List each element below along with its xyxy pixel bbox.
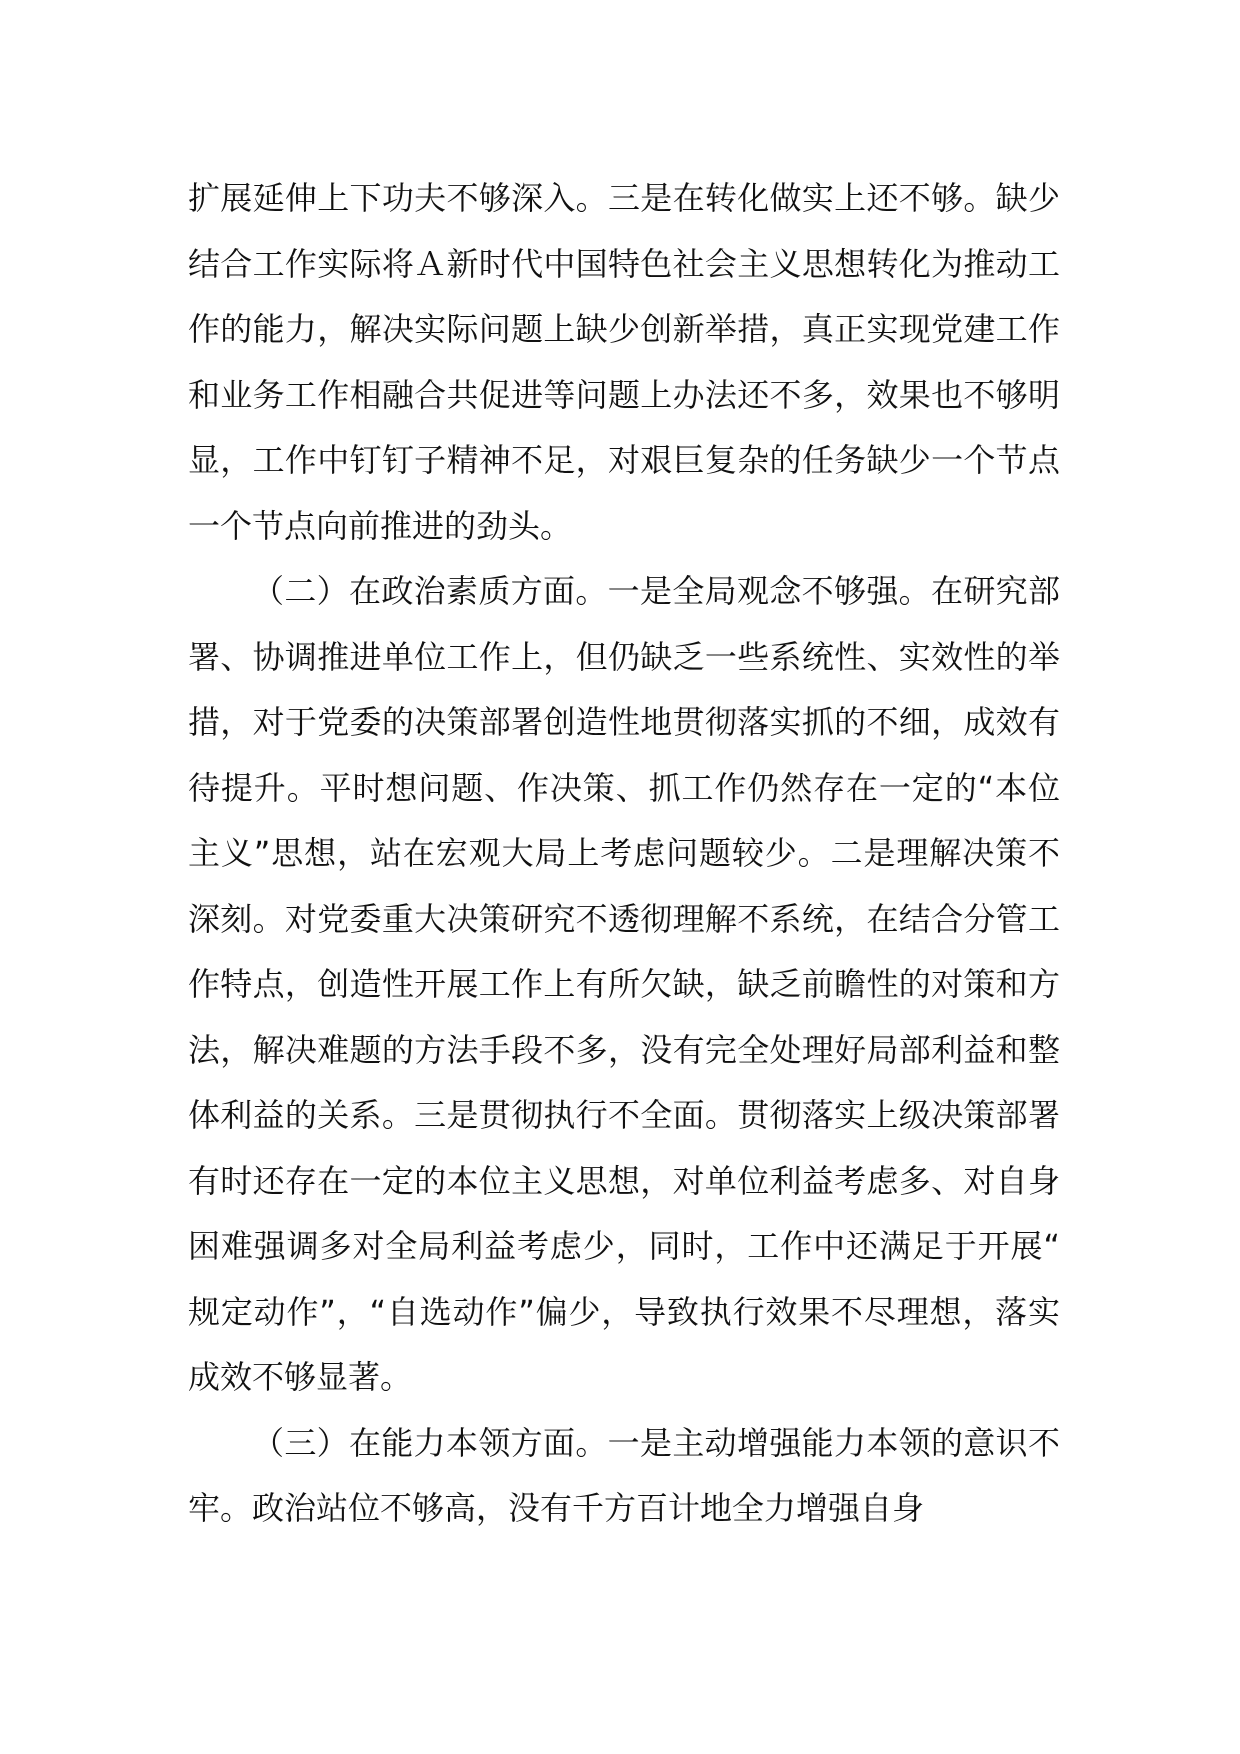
document-body — [188, 166, 1060, 1542]
paragraph-ability: （三）在能力本领方面。一是主动增强能力本领的意识不牢。政治站位不够高，没有千方百计地全力增强自身 — [188, 1423, 1060, 1527]
paragraph-political-quality: （二）在政治素质方面。一是全局观念不够强。在研究部署、协调推进单位工作上，但仍缺乏一些系统性、实效性的举措，对于党委的决策部署创造性地贯彻落实抓的不细，成效有待提升。平时想问题、作决策、抓工作仍然存在一定的“本位主义”思想，站在宏观大局上考虑问题较少。二是理解决策不深刻。对党委重大决策研究不透彻理解不系统，在结合分管工作特点，创造性开展工作上有所欠缺，缺乏前瞻性的对策和方法，解决难题的方法手段不多，没有完全处理好局部利益和整体利益的关系。三是贯彻执行不全面。贯彻落实上级决策部署有时还存在一定的本位主义思想，对单位利益考虑多、对自身困难强调多对全局利益考虑少，同时，工作中还满足于开展“规定动作”，“自选动作”偏少，导致执行效果不尽理想，落实成效不够显著。 — [188, 572, 1060, 1396]
paragraph-continued: 扩展延伸上下功夫不够深入。三是在转化做实上还不够。缺少结合工作实际将Ａ新时代中国特色社会主义思想转化为推动工作的能力，解决实际问题上缺少创新举措，真正实现党建工作和业务工作相融合共促进等问题上办法还不多，效果也不够明显，工作中钉钉子精神不足，对艰巨复杂的任务缺少一个节点一个节点向前推进的劲头。 — [188, 179, 1060, 545]
